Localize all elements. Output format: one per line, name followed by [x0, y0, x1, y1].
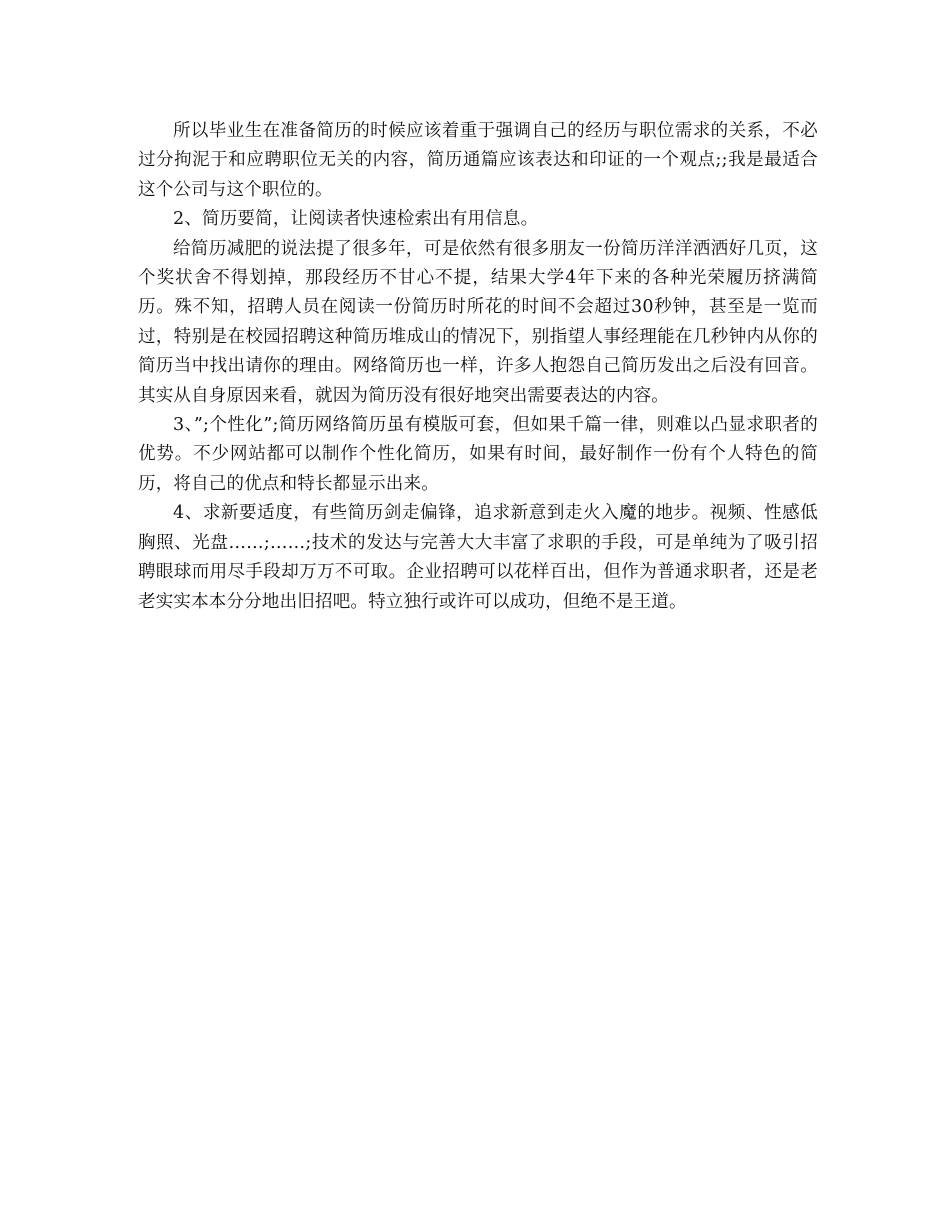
paragraph-point-2-heading: 2、简历要简，让阅读者快速检索出有用信息。 — [173, 209, 539, 230]
paragraph-resume-length: 给简历减肥的说法提了很多年，可是依然有很多朋友一份简历洋洋洒洒好几页，这个奖状舍不得划掉，那段经历不甘心不提，结果大学4年下来的各种光荣履历挤满简历。殊不知，招聘人员在阅读一份简历时所花的时间不会超过30秒钟，甚至是一览而过，特别是在校园招聘这种简历堆成山的情况下，别指望人事经理能在几秒钟内从你的简历当中找出请你的理由。网络简历也一样，许多人抱怨自己简历发出之后没有回音。其实从自身原因来看，就因为简历没有很好地突出需要表达的内容。 — [138, 238, 818, 406]
document-body — [138, 117, 818, 617]
paragraph-graduate-resume-focus: 所以毕业生在准备简历的时候应该着重于强调自己的经历与职位需求的关系，不必过分拘泥于和应聘职位无关的内容，简历通篇应该表达和印证的一个观点;;我是最适合这个公司与这个职位的。 — [138, 121, 818, 200]
paragraph-point-4-novelty: 4、求新要适度，有些简历剑走偏锋，追求新意到走火入魔的地步。视频、性感低胸照、光盘……;……;技术的发达与完善大大丰富了求职的手段，可是单纯为了吸引招聘眼球而用尽手段却万万不可取。企业招聘可以花样百出，但作为普通求职者，还是老老实实本本分分地出旧招吧。特立独行或许可以成功，但绝不是王道。 — [138, 503, 818, 612]
paragraph-point-3-personalized: 3、”;个性化”;简历网络简历虽有模版可套，但如果千篇一律，则难以凸显求职者的优势。不少网站都可以制作个性化简历，如果有时间，最好制作一份有个人特色的简历，将自己的优点和特长都显示出来。 — [138, 415, 818, 494]
